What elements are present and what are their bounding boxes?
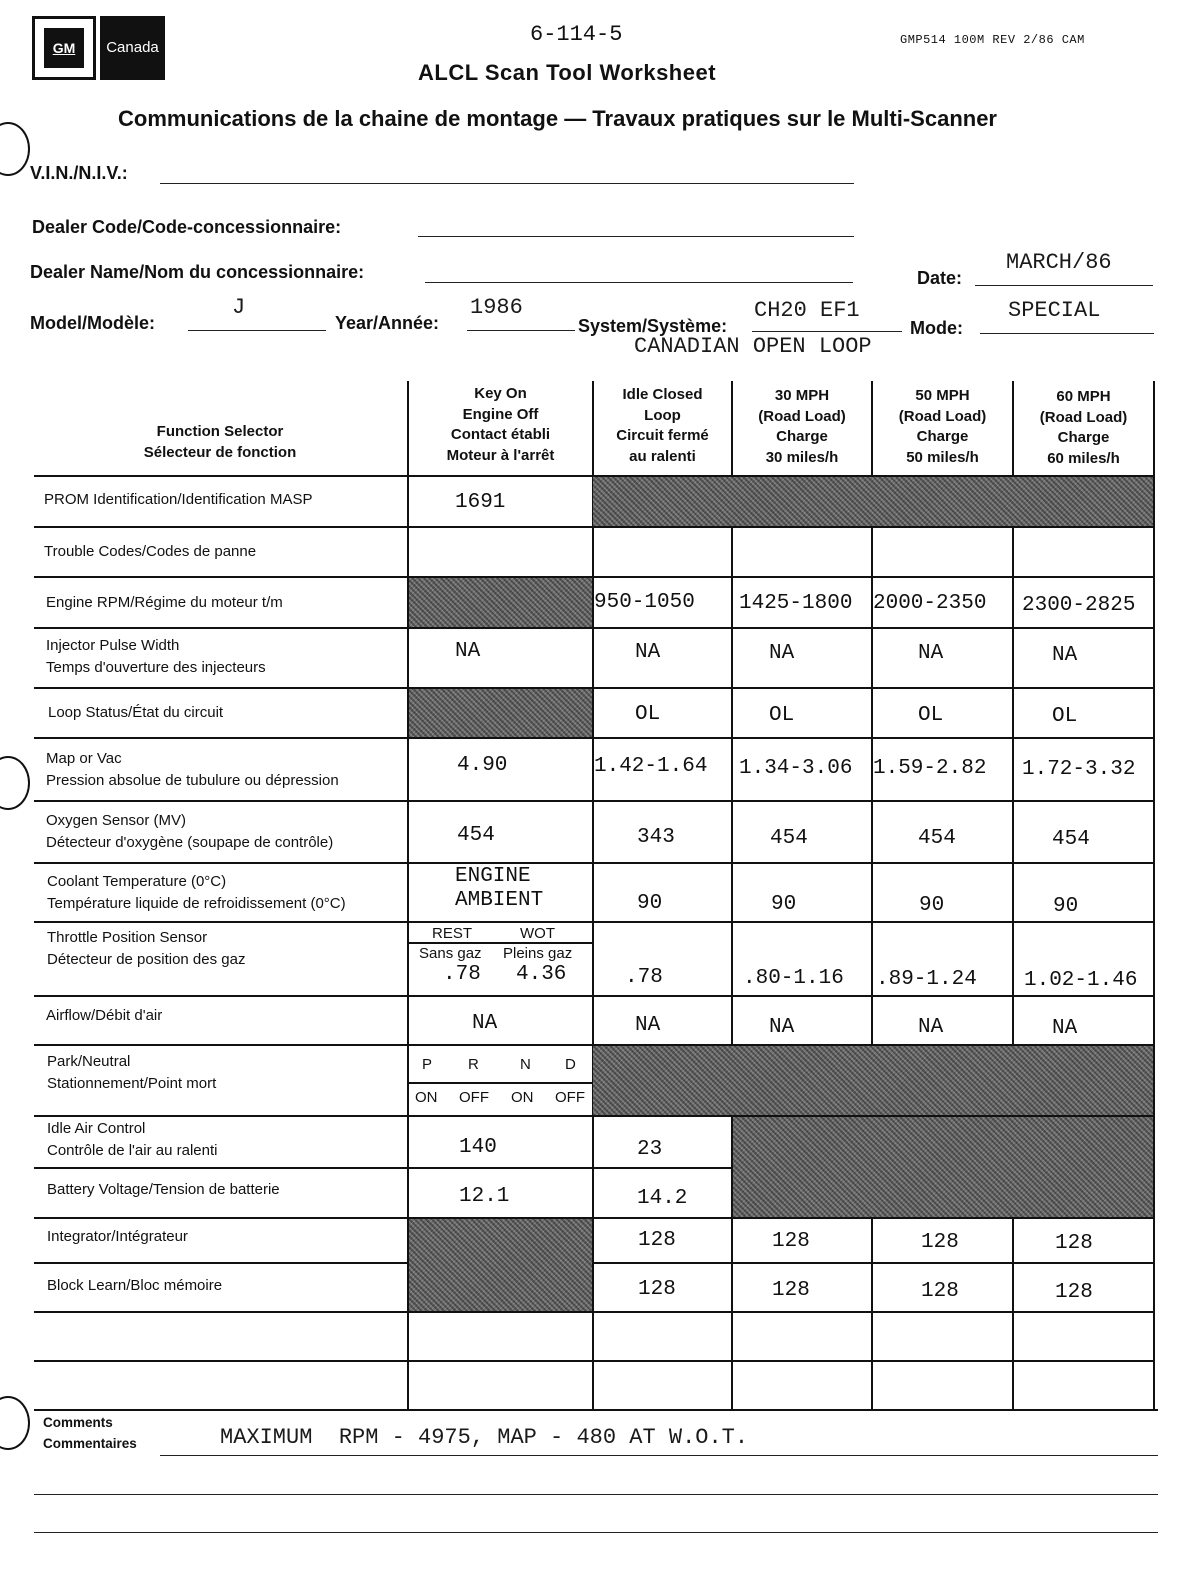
system-field[interactable]	[752, 331, 902, 332]
vin-field[interactable]	[160, 183, 854, 184]
header-30mph: 30 MPH (Road Load) Charge 30 miles/h	[758, 387, 846, 466]
cell-oxygen-key-on: 454	[457, 824, 495, 847]
cell-airflow-idle: NA	[635, 1014, 661, 1037]
cell-map-idle: 1.42-1.64	[594, 755, 708, 778]
comments-line[interactable]	[34, 1494, 1158, 1495]
cell-coolant-50: 90	[919, 894, 945, 917]
throttle-rest-label: REST	[432, 925, 473, 942]
park-letter-p: P	[422, 1056, 433, 1073]
park-state-r: OFF	[459, 1089, 489, 1106]
cell-coolant-30: 90	[771, 893, 797, 916]
model-value: J	[232, 295, 246, 320]
cell-airflow-60: NA	[1052, 1017, 1078, 1040]
date-field[interactable]	[975, 285, 1153, 286]
document-number: 6-114-5	[530, 22, 623, 47]
cell-throttle-wot: 4.36	[516, 963, 567, 986]
cell-coolant-key-on-line1: ENGINE	[455, 865, 531, 888]
year-label: Year/Année:	[335, 313, 440, 333]
page-subtitle: Communications de la chaine de montage — Travaux pratiques sur le Multi-Scanner	[118, 106, 997, 131]
cell-injector-idle: NA	[635, 641, 661, 664]
cell-map-60: 1.72-3.32	[1022, 758, 1136, 781]
header-60mph: 60 MPH (Road Load) Charge 60 miles/h	[1039, 388, 1128, 467]
shaded-cell	[409, 689, 592, 737]
dealer-code-field[interactable]	[418, 236, 854, 237]
park-state-p: ON	[415, 1089, 438, 1106]
cell-coolant-idle: 90	[637, 892, 663, 915]
row-label-engine-rpm: Engine RPM/Régime du moteur t/m	[46, 594, 283, 611]
comments-line[interactable]	[160, 1455, 1158, 1456]
shaded-cell	[409, 578, 592, 627]
park-state-d: OFF	[555, 1089, 585, 1106]
row-label-battery: Battery Voltage/Tension de batterie	[47, 1181, 280, 1198]
header-key-on: Key On Engine Off Contact établi Moteur à l'arrêt	[446, 385, 555, 464]
cell-oxygen-idle: 343	[637, 826, 675, 849]
gm-logo-box	[32, 16, 96, 80]
cell-block-60: 128	[1055, 1281, 1093, 1304]
cell-throttle-rest: .78	[443, 963, 481, 986]
row-label-injector: Injector Pulse Width Temps d'ouverture des injecteurs	[46, 637, 266, 676]
system-value: CH20 EF1	[754, 298, 860, 323]
cell-block-50: 128	[921, 1280, 959, 1303]
cell-throttle-30: .80-1.16	[743, 967, 844, 990]
cell-airflow-50: NA	[918, 1016, 944, 1039]
year-field[interactable]	[467, 330, 575, 331]
cell-oxygen-30: 454	[770, 827, 808, 850]
canada-logo-text: Canada	[100, 16, 165, 80]
form-code: GMP514 100M REV 2/86 CAM	[900, 33, 1085, 47]
row-label-throttle: Throttle Position Sensor Détecteur de position des gaz	[47, 929, 246, 968]
system-note: CANADIAN OPEN LOOP	[634, 334, 872, 359]
comments-line[interactable]	[34, 1532, 1158, 1533]
cell-injector-50: NA	[918, 642, 944, 665]
cell-map-50: 1.59-2.82	[873, 757, 987, 780]
punch-hole	[0, 122, 30, 176]
mode-value: SPECIAL	[1008, 298, 1101, 323]
cell-loop-30: OL	[769, 704, 795, 727]
dealer-name-label: Dealer Name/Nom du concessionnaire:	[30, 262, 365, 282]
cell-injector-30: NA	[769, 642, 795, 665]
year-value: 1986	[470, 295, 523, 320]
cell-oxygen-60: 454	[1052, 828, 1090, 851]
header-50mph: 50 MPH (Road Load) Charge 50 miles/h	[898, 387, 987, 466]
cell-integrator-50: 128	[921, 1231, 959, 1254]
row-label-loop-status: Loop Status/État du circuit	[48, 704, 224, 721]
cell-iac-key-on: 140	[459, 1136, 497, 1159]
park-state-n: ON	[511, 1089, 534, 1106]
cell-map-30: 1.34-3.06	[739, 757, 853, 780]
system-label: System/Système:	[578, 316, 728, 336]
row-label-airflow: Airflow/Débit d'air	[46, 1007, 163, 1024]
throttle-sans-gaz-label: Sans gaz	[419, 945, 482, 962]
cell-coolant-key-on-line2: AMBIENT	[455, 889, 544, 912]
shaded-cell	[409, 1219, 592, 1311]
cell-rpm-idle: 950-1050	[594, 591, 695, 614]
shaded-cell	[593, 1046, 1153, 1115]
row-label-idle-air-control: Idle Air Control Contrôle de l'air au ralenti	[47, 1120, 218, 1159]
page-title: ALCL Scan Tool Worksheet	[418, 60, 717, 85]
gm-canada-logo	[32, 16, 165, 80]
cell-injector-key-on: NA	[455, 640, 481, 663]
gm-logo-text: GM	[52, 40, 76, 56]
punch-hole	[0, 756, 30, 810]
cell-airflow-key-on: NA	[472, 1012, 498, 1035]
park-letter-d: D	[565, 1056, 576, 1073]
park-letter-n: N	[520, 1056, 531, 1073]
comments-label: Comments Commentaires	[43, 1415, 137, 1451]
dealer-code-label: Dealer Code/Code-concessionnaire:	[32, 217, 342, 237]
model-field[interactable]	[188, 330, 326, 331]
comments-text: MAXIMUM RPM - 4975, MAP - 480 AT W.O.T.	[220, 1425, 749, 1450]
throttle-wot-label: WOT	[520, 925, 555, 942]
cell-throttle-idle: .78	[625, 966, 663, 989]
cell-rpm-30: 1425-1800	[739, 592, 853, 615]
cell-loop-idle: OL	[635, 703, 661, 726]
cell-block-30: 128	[772, 1279, 810, 1302]
row-label-oxygen: Oxygen Sensor (MV) Détecteur d'oxygène (soupape de contrôle)	[46, 812, 334, 851]
punch-hole	[0, 1396, 30, 1450]
throttle-pleins-gaz-label: Pleins gaz	[503, 945, 573, 962]
row-label-park-neutral: Park/Neutral Stationnement/Point mort	[47, 1053, 217, 1092]
header-idle: Idle Closed Loop Circuit fermé au ralenti	[616, 386, 709, 465]
row-label-prom: PROM Identification/Identification MASP	[44, 491, 313, 508]
model-label: Model/Modèle:	[30, 313, 155, 333]
mode-label: Mode:	[910, 318, 963, 338]
cell-loop-50: OL	[918, 704, 944, 727]
cell-map-key-on: 4.90	[457, 754, 508, 777]
cell-throttle-60: 1.02-1.46	[1024, 969, 1138, 992]
cell-throttle-50: .89-1.24	[876, 968, 977, 991]
cell-iac-idle: 23	[637, 1138, 663, 1161]
cell-oxygen-50: 454	[918, 827, 956, 850]
row-label-block-learn: Block Learn/Bloc mémoire	[47, 1277, 223, 1294]
cell-battery-key-on: 12.1	[459, 1185, 510, 1208]
cell-integrator-idle: 128	[638, 1229, 676, 1252]
cell-loop-60: OL	[1052, 705, 1078, 728]
cell-prom-key-on: 1691	[455, 491, 506, 514]
row-label-integrator: Integrator/Intégrateur	[47, 1228, 188, 1245]
cell-integrator-30: 128	[772, 1230, 810, 1253]
cell-airflow-30: NA	[769, 1016, 795, 1039]
cell-integrator-60: 128	[1055, 1232, 1093, 1255]
vin-label: V.I.N./N.I.V.:	[30, 163, 128, 183]
cell-rpm-60: 2300-2825	[1022, 594, 1136, 617]
shaded-cell	[733, 1117, 1153, 1217]
cell-injector-60: NA	[1052, 644, 1078, 667]
park-letter-r: R	[468, 1056, 479, 1073]
cell-battery-idle: 14.2	[637, 1187, 688, 1210]
cell-rpm-50: 2000-2350	[873, 592, 987, 615]
header-function-selector: Function Selector Sélecteur de fonction	[143, 423, 297, 461]
row-label-coolant: Coolant Temperature (0°C) Température liquide de refroidissement (0°C)	[47, 873, 346, 912]
dealer-name-field[interactable]	[425, 282, 853, 283]
date-label: Date:	[917, 268, 963, 288]
mode-field[interactable]	[980, 333, 1154, 334]
date-value: MARCH/86	[1006, 250, 1112, 275]
shaded-cell	[593, 477, 1153, 526]
row-label-trouble-codes: Trouble Codes/Codes de panne	[44, 543, 257, 560]
cell-coolant-60: 90	[1053, 895, 1079, 918]
cell-block-idle: 128	[638, 1278, 676, 1301]
row-label-map: Map or Vac Pression absolue de tubulure ou dépression	[46, 750, 339, 789]
